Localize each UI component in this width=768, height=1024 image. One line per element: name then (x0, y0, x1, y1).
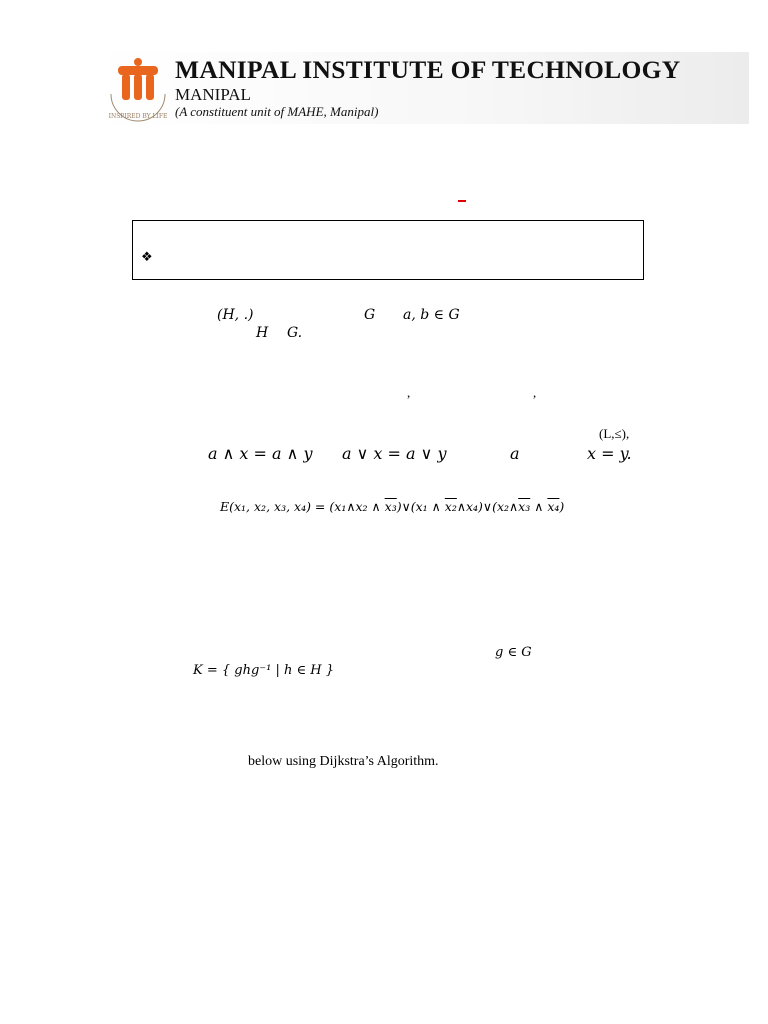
institution-subtitle: (A constituent unit of MAHE, Manipal) (175, 104, 379, 119)
q4-term2-complement: x₂ (444, 499, 457, 514)
q3-a: a (510, 444, 520, 463)
q3-join-equation: a ∨ x = a ∨ y (342, 444, 447, 463)
institution-city: MANIPAL (175, 85, 251, 104)
q4-term3-complement-b: x₄ (547, 499, 560, 514)
diamond-bullet-icon: ❖ (141, 250, 153, 265)
q4-close: ) (559, 499, 565, 514)
q1-subgroup: H (256, 325, 269, 341)
q1-elements: a, b ∈ G (403, 307, 460, 323)
q1-hset: (H, .) (217, 307, 254, 323)
q4-term3-start: ∧x₄)∨(x₂∧ (456, 499, 519, 514)
q3-conclusion: x = y. (587, 444, 632, 463)
institution-name: MANIPAL INSTITUTE OF TECHNOLOGY (175, 55, 681, 84)
svg-text:INSPIRED BY LIFE: INSPIRED BY LIFE (108, 113, 168, 120)
q3-lattice: (L,≤), (599, 426, 630, 441)
q4-term1-complement: x₃ (384, 499, 397, 514)
q4-boolean-expression (220, 499, 564, 514)
q4-term2-start: )∨(x₁ ∧ (396, 499, 445, 514)
q1-group: G (364, 307, 376, 323)
instructions-box (132, 220, 644, 280)
q4-and: ∧ (530, 499, 548, 514)
q2-comma-2: , (533, 385, 537, 400)
q5-conjugate-set: K = { ghg⁻¹ | h ∈ H } (193, 663, 335, 678)
institution-logo (105, 54, 171, 122)
q4-term1: (x₁∧x₂ ∧ (329, 499, 385, 514)
q1-group-dot: G. (287, 325, 303, 341)
q4-lhs: E(x₁, x₂, x₃, x₄) = (220, 499, 326, 514)
q6-text: below using Dijkstra’s Algorithm. (248, 754, 439, 769)
header-banner (93, 52, 749, 124)
q5-element: g ∈ G (495, 645, 532, 660)
q2-comma-1: , (407, 385, 411, 400)
q4-term3-complement-a: x₃ (518, 499, 531, 514)
red-dash-mark (458, 200, 466, 202)
q3-meet-equation: a ∧ x = a ∧ y (208, 444, 313, 463)
